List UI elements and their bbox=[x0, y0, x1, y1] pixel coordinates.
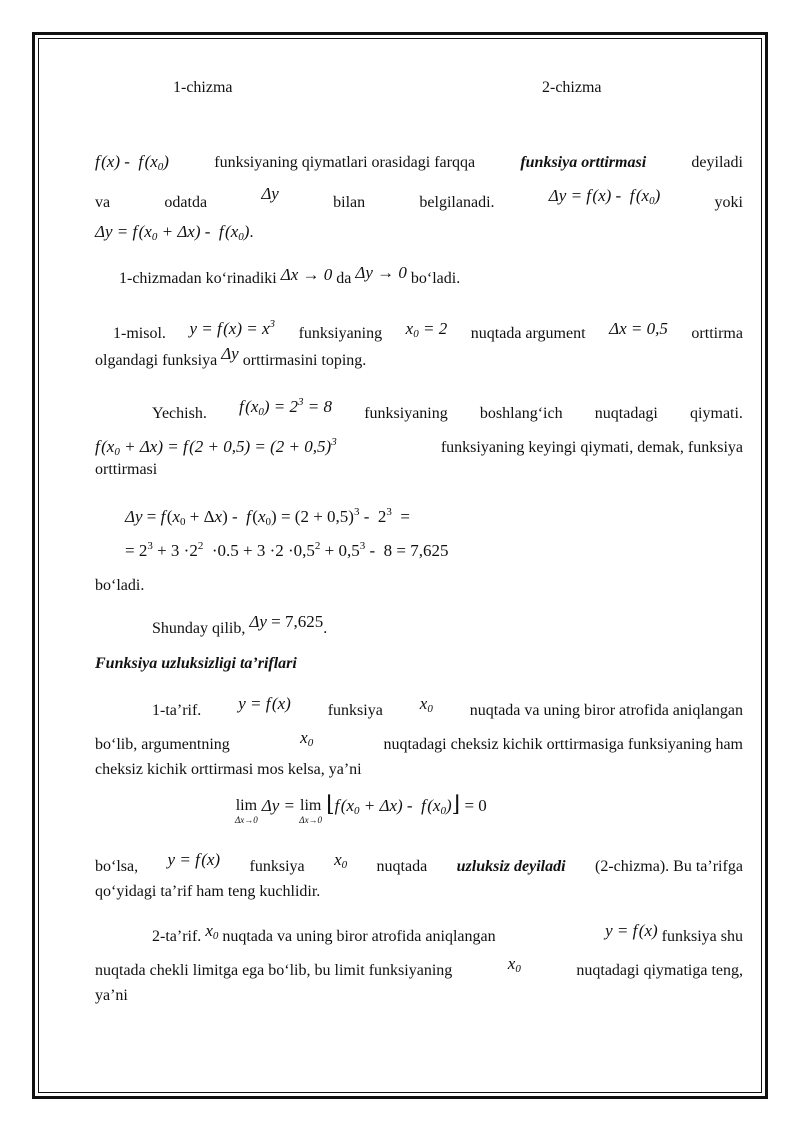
text: 1-misol. bbox=[113, 325, 166, 342]
term-uzluksiz: uzluksiz deyiladi bbox=[456, 858, 566, 875]
text: 1-chizmadan ko‘rinadiki bbox=[119, 270, 277, 287]
text: da bbox=[336, 270, 352, 287]
text: belgilanadi. bbox=[419, 194, 495, 211]
formula-increment-diff: f (x) - f $(x_0)$ bbox=[95, 152, 169, 173]
text: qiymati. bbox=[690, 405, 743, 422]
def1-line3 bbox=[95, 760, 743, 780]
text: bo‘ladi. bbox=[410, 270, 461, 287]
text: (2-chizma). Bu ta’rifga bbox=[594, 858, 743, 875]
text: deyiladi bbox=[691, 154, 743, 171]
formula-delta-y: Δy bbox=[221, 344, 239, 363]
text: bo‘lsa, bbox=[95, 858, 139, 875]
text: funksiyaning bbox=[298, 325, 383, 342]
text: bo‘ladi. bbox=[95, 577, 145, 594]
text: . bbox=[249, 224, 254, 241]
text: yoki bbox=[714, 194, 743, 211]
text: . bbox=[323, 620, 328, 637]
text: orttirma bbox=[691, 325, 743, 342]
formula-f-x0: f $(x_0) = 2^3 = 8$ bbox=[239, 396, 332, 418]
formula-y-fx: y = f (x) bbox=[167, 850, 221, 869]
text: nuqtada va uning biror atrofida aniqlangan bbox=[222, 928, 496, 945]
def1-line1 bbox=[152, 694, 743, 725]
equation-2 bbox=[125, 536, 773, 562]
def2-line3 bbox=[95, 986, 743, 1006]
boladi-line bbox=[95, 576, 743, 596]
after-limit-line2 bbox=[95, 882, 743, 902]
caption-figure-1: 1-chizma bbox=[173, 79, 233, 96]
after-limit-line1 bbox=[95, 850, 743, 881]
formula-x0: $x_0$ bbox=[419, 694, 433, 715]
formula-dx-to-0: Δx → 0 bbox=[280, 265, 333, 284]
p1-line1 bbox=[95, 152, 743, 177]
solution-line3 bbox=[95, 460, 743, 480]
solution-line2 bbox=[95, 432, 743, 462]
p1-line3 bbox=[95, 222, 743, 247]
text: Yechish. bbox=[152, 405, 207, 422]
example-line1 bbox=[113, 318, 743, 348]
text: boshlang‘ich bbox=[479, 405, 563, 422]
term-funksiya-orttirmasi: funksiya orttirmasi bbox=[520, 154, 647, 171]
p1-line2 bbox=[95, 184, 743, 217]
formula-y-fx: y = f (x) bbox=[238, 694, 291, 713]
solution-line1 bbox=[152, 398, 743, 428]
text: nuqtadagi cheksiz kichik orttirmasiga funksiyaning ham bbox=[383, 736, 743, 753]
text: bilan bbox=[333, 194, 366, 211]
text: nuqtadagi bbox=[594, 405, 658, 422]
limit-operator: lim Δx→0 bbox=[235, 797, 258, 825]
p2-line1 bbox=[119, 263, 767, 289]
text: nuqtada argument bbox=[470, 325, 586, 342]
formula-x0: $x_0$ bbox=[205, 921, 219, 942]
text: qo‘yidagi ta’rif ham teng kuchlidir. bbox=[95, 883, 321, 900]
formula-increment-calc: Δy = f $(x_0 + \Delta x) - f$ $(x_0) = (2 + 0,5)^3 - 2^3$ = bbox=[125, 506, 410, 528]
shunday-line bbox=[152, 612, 800, 639]
text: cheksiz kichik orttirmasi mos kelsa, ya’ni bbox=[95, 761, 362, 778]
text: nuqtada va uning biror atrofida aniqlangan bbox=[469, 702, 743, 719]
text: nuqtada chekli limitga ega bo‘lib, bu limit funksiyaning bbox=[95, 962, 453, 979]
text: orttirmasi bbox=[95, 461, 158, 478]
formula-delta-y: Δy bbox=[261, 184, 279, 203]
section-title-line bbox=[95, 654, 743, 674]
text: Shunday qilib, bbox=[152, 620, 246, 637]
text: funksiya bbox=[327, 702, 383, 719]
def2-line1 bbox=[152, 921, 743, 951]
text: funksiya bbox=[249, 858, 305, 875]
text: nuqtadagi qiymatiga teng, bbox=[576, 962, 743, 979]
limit-formula: lim Δx→0 Δy = lim Δx→0 ⌊f $(x_0 + \Delta x) - f$ $(x_0)⌋ = 0$ bbox=[235, 794, 800, 828]
formula-dy-to-0: Δy → 0 bbox=[355, 263, 407, 282]
equation-1 bbox=[125, 502, 773, 532]
def1-line2 bbox=[95, 728, 743, 759]
formula-f-x0-plus-dx: f $(x_0 + \Delta x) = f$ $(2 + 0,5) = (2 + 0,5)^3$ bbox=[95, 436, 337, 458]
text: 2-ta’rif. bbox=[152, 928, 202, 945]
formula-x0: $x_0$ bbox=[300, 728, 314, 749]
text: ya’ni bbox=[95, 987, 128, 1004]
formula-y-fx: y = f (x) bbox=[605, 921, 658, 940]
text: funksiyaning bbox=[364, 405, 448, 422]
text: olgandagi funksiya bbox=[95, 352, 218, 369]
text: 1-ta’rif. bbox=[152, 702, 202, 719]
text: funksiyaning qiymatlari orasidagi farqqa bbox=[214, 154, 476, 171]
formula-y-cubed: y = f $(x) = x^3$ bbox=[189, 318, 275, 338]
formula-dy-result: Δy = 7,625 bbox=[249, 612, 324, 631]
text: bo‘lib, argumentning bbox=[95, 736, 230, 753]
text: nuqtada bbox=[376, 858, 428, 875]
caption-figure-2: 2-chizma bbox=[542, 79, 602, 96]
example-line2 bbox=[95, 344, 743, 371]
limit-operator: lim Δx→0 bbox=[299, 797, 323, 825]
text: funksiya shu bbox=[661, 928, 743, 945]
formula-x0-eq-2: $x_0 = 2$ bbox=[405, 319, 448, 340]
formula-dx-eq-05: Δx = 0,5 bbox=[609, 319, 668, 338]
text: va bbox=[95, 194, 111, 211]
section-title: Funksiya uzluksizligi ta’riflari bbox=[95, 655, 297, 672]
text: odatda bbox=[164, 194, 208, 211]
text: funksiyaning keyingi qiymati, demak, funksiya bbox=[440, 439, 743, 456]
formula-x0: $x_0$ bbox=[507, 954, 521, 975]
formula-x0: $x_0$ bbox=[334, 850, 348, 871]
def2-line2 bbox=[95, 954, 743, 985]
formula-increment-def1: Δy = f (x) - f $(x_0)$ bbox=[548, 186, 661, 207]
formula-increment-def2: Δy = f $(x_0 + \Delta x) - f$ $(x_0)$ bbox=[95, 222, 250, 243]
text: orttirmasini toping. bbox=[242, 352, 367, 369]
formula-increment-result: = $2^3 + 3 \cdot 2^2 \cdot 0.5 + 3 \cdot 2 \cdot 0,5^2 + 0,5^3 - 8 = 7,625$ bbox=[125, 540, 449, 560]
